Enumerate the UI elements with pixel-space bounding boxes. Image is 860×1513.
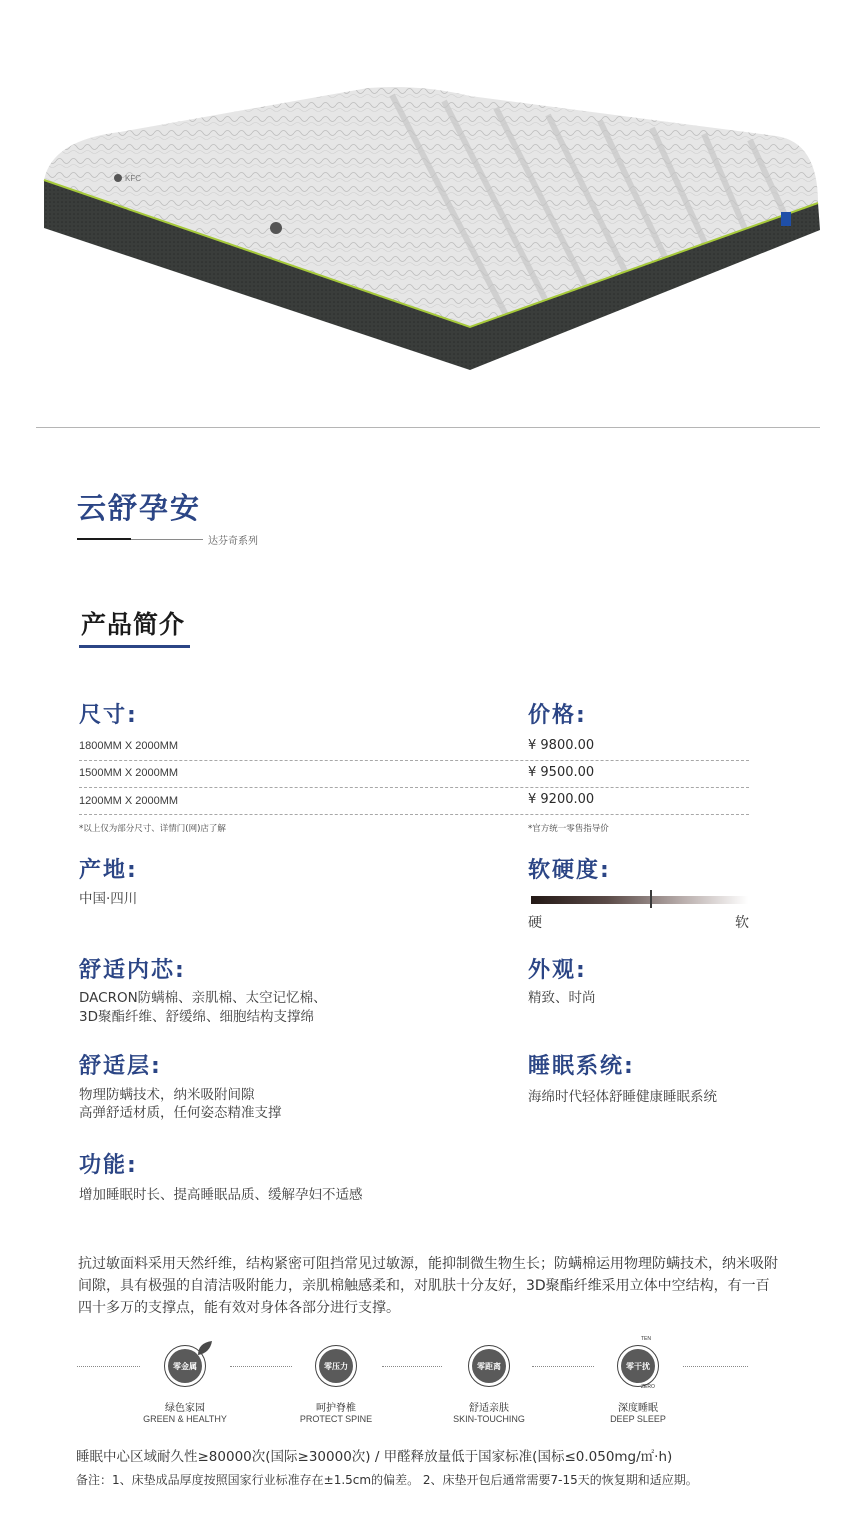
title-rule-thin xyxy=(131,539,203,540)
dotted-line xyxy=(77,1366,140,1367)
durability-note: 睡眠中心区域耐久性≥80000次(国际≥30000次) / 甲醛释放量低于国家标准(国标≤0.050mg/㎡·h) xyxy=(76,1449,673,1465)
price-row: ¥ 9200.00 xyxy=(528,792,595,807)
appearance-text: 精致、时尚 xyxy=(528,990,596,1006)
origin-text: 中国·四川 xyxy=(79,891,138,907)
product-name: 云舒孕安 xyxy=(77,491,202,525)
sleep-system-heading: 睡眠系统: xyxy=(528,1054,635,1079)
feature-subtitle: PROTECT SPINE xyxy=(299,1414,373,1424)
hardness-label-soft: 软 xyxy=(735,915,749,931)
feature-title: 深度睡眠 xyxy=(618,1403,658,1414)
brand-logo-text: KFC xyxy=(125,174,141,183)
feature-title: 绿色家园 xyxy=(165,1403,205,1414)
appearance-heading: 外观: xyxy=(528,958,587,983)
size-heading: 尺寸: xyxy=(79,703,138,728)
dotted-line xyxy=(532,1366,594,1367)
dotted-line xyxy=(683,1366,748,1367)
origin-heading: 产地: xyxy=(79,858,138,883)
dotted-line xyxy=(382,1366,442,1367)
ring-label-top: TEN xyxy=(641,1336,651,1342)
skin-icon: 零距离 xyxy=(472,1349,506,1383)
row-divider xyxy=(79,787,749,788)
title-rule xyxy=(77,538,131,540)
hardness-heading: 软硬度: xyxy=(528,858,611,883)
section-title: 产品简介 xyxy=(81,610,186,639)
core-heading: 舒适内芯: xyxy=(79,958,186,983)
hardness-bar xyxy=(531,896,748,904)
feature-title: 舒适亲肤 xyxy=(469,1403,509,1414)
ring-label-bottom: ZERO xyxy=(641,1384,655,1390)
function-text: 增加睡眠时长、提高睡眠品质、缓解孕妇不适感 xyxy=(79,1187,363,1203)
leaf-icon xyxy=(196,1339,214,1357)
divider xyxy=(36,427,820,428)
feature-subtitle: DEEP SLEEP xyxy=(610,1414,666,1424)
price-heading: 价格: xyxy=(528,703,587,728)
mattress-product-image xyxy=(0,0,860,420)
layer-text: 物理防螨技术，纳米吸附间隙 xyxy=(79,1087,255,1103)
feature-subtitle: GREEN & HEALTHY xyxy=(143,1414,227,1424)
price-row: ¥ 9500.00 xyxy=(528,765,595,780)
size-note: *以上仅为部分尺寸、详情门(网)店了解 xyxy=(79,824,226,834)
price-note: *官方统一零售指导价 xyxy=(528,824,609,834)
feature-title: 呵护脊椎 xyxy=(316,1403,356,1414)
layer-text: 高弹舒适材质，任何姿态精准支撑 xyxy=(79,1105,282,1121)
size-row: 1800MM X 2000MM xyxy=(79,740,179,752)
size-row: 1500MM X 2000MM xyxy=(79,767,179,779)
function-heading: 功能: xyxy=(79,1153,138,1178)
leaf-icon: 零金属 xyxy=(168,1349,202,1383)
core-text: DACRON防螨棉、亲肌棉、太空记忆棉、 xyxy=(79,990,327,1006)
series-label: 达芬奇系列 xyxy=(208,536,258,547)
hardness-label-hard: 硬 xyxy=(528,915,542,931)
description-paragraph: 抗过敏面料采用天然纤维，结构紧密可阻挡常见过敏源，能抑制微生物生长；防螨棉运用物理防螨技术，纳米吸附间隙，具有极强的自清洁吸附能力，亲肌棉触感柔和，对肌肤十分友好，3D聚酯纤维采用立体中空结构，有一百四十多万的支撑点，能有效对身体各部分进行支撑。 xyxy=(78,1256,778,1316)
row-divider xyxy=(79,760,749,761)
row-divider xyxy=(79,814,749,815)
core-text: 3D聚酯纤维、舒缓绵、细胞结构支撑绵 xyxy=(79,1009,314,1025)
remark-note: 备注：1、床垫成品厚度按照国家行业标准存在±1.5cm的偏差。 2、床垫开包后通常需要7-15天的恢复期和适应期。 xyxy=(76,1473,698,1487)
hardness-marker xyxy=(650,890,652,908)
dotted-line xyxy=(230,1366,292,1367)
size-row: 1200MM X 2000MM xyxy=(79,795,179,807)
price-row: ¥ 9800.00 xyxy=(528,738,595,753)
feature-subtitle: SKIN-TOUCHING xyxy=(453,1414,525,1424)
sleep-system-text: 海绵时代轻体舒睡健康睡眠系统 xyxy=(528,1089,717,1105)
sleep-icon: 零干扰 xyxy=(621,1349,655,1383)
layer-heading: 舒适层: xyxy=(79,1054,162,1079)
pressure-icon: 零压力 xyxy=(319,1349,353,1383)
section-underline xyxy=(79,645,190,648)
